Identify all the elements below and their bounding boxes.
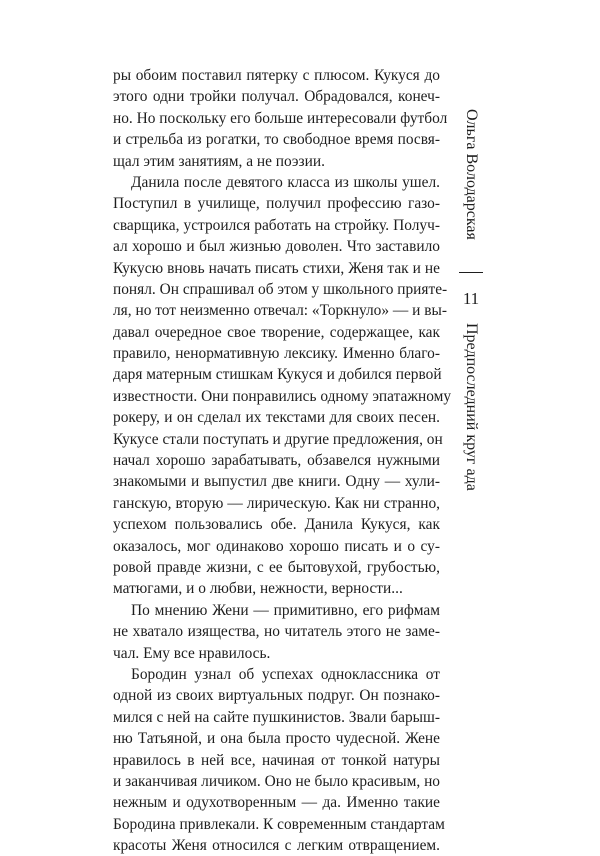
text-line: рокеру, и он сделал их текстами для своих песен. <box>113 409 440 427</box>
text-line: ганскую, вторую — лирическую. Как ни странно, <box>113 494 440 512</box>
text-line: даря матерным стишкам Кукуся и добился первой <box>113 366 442 384</box>
running-head <box>451 0 491 750</box>
text-line: правило, ненормативную лексику. Именно благо- <box>113 345 440 363</box>
text-line: ню Татьяной, и она была просто чудесной. Жене <box>113 730 440 748</box>
text-line: одной из своих виртуальных подруг. Он познако- <box>113 687 440 705</box>
text-line: нежным и одухотворенным — да. Именно такие <box>113 794 440 812</box>
text-line: сварщика, устроился работать на стройку. Получ- <box>113 216 440 234</box>
text-line: но. Но поскольку его больше интересовали футбол <box>113 109 448 127</box>
text-line: Кукусю вновь начать писать стихи, Женя так и не <box>113 259 440 277</box>
text-line: Бородин узнал об успехах одноклассника от <box>131 665 440 683</box>
body-text <box>113 65 452 856</box>
text-line: Данила после девятого класса из школы ушел. <box>131 173 440 191</box>
text-line: щал этим занятиям, а не поэзии. <box>113 152 325 170</box>
text-line: и заканчивая личиком. Оно не было красивым, но <box>113 772 440 790</box>
text-line: известности. Они понравились одному эпатажному <box>113 387 452 405</box>
text-line: знакомыми и выпустил две книги. Одну — хули- <box>113 473 440 491</box>
text-line: нравилось в ней все, начиная от тонкой натуры <box>113 751 440 769</box>
text-line: ровой правде жизни, с ее бытовухой, грубостью, <box>113 558 440 576</box>
running-head-divider <box>459 272 483 273</box>
text-line: оказалось, мог одинаково хорошо писать и о су- <box>113 537 440 555</box>
running-head-book-title: Предпоследний круг ада <box>463 323 480 491</box>
text-line: Бородина привлекали. К современным стандартам <box>113 815 445 833</box>
text-line: красоты Женя относился с легким отвращением. <box>113 837 440 855</box>
text-line: Поступил в училище, получил профессию газо- <box>113 195 440 213</box>
text-line: давал очередное свое творение, содержащее, как <box>113 323 440 341</box>
text-line: По мнению Жени — примитивно, его рифмам <box>131 601 440 619</box>
text-line: не хватало изящества, но читатель этого не заме- <box>113 623 440 641</box>
text-line: понял. Он спрашивал об этом у школьного прияте- <box>113 280 448 298</box>
page-number: 11 <box>462 289 480 308</box>
text-line: мился с ней на сайте пушкинистов. Звали барыш- <box>113 708 440 726</box>
text-line: этого одни тройки получал. Обрадовался, конеч- <box>113 88 440 106</box>
text-line: ал хорошо и был жизнью доволен. Что заставило <box>113 238 440 256</box>
text-line: начал хорошо зарабатывать, обзавелся нужными <box>113 452 440 470</box>
text-line: чал. Ему все нравилось. <box>113 644 271 662</box>
text-line: Кукусе стали поступать и другие предложения, он <box>113 430 443 448</box>
text-line: матюгами, и о любви, нежности, верности... <box>113 580 403 598</box>
running-head-author: Ольга Володарская <box>463 109 480 240</box>
text-line: и стрельба из рогатки, то свободное время посвя- <box>113 131 440 149</box>
text-line: ры обоим поставил пятерку с плюсом. Кукуся до <box>113 67 440 84</box>
text-line: ля, но тот неизменно отвечал: «Торкнуло» — и вы- <box>113 302 447 320</box>
text-line: успехом пользовались обе. Данила Кукуся, как <box>113 516 440 534</box>
